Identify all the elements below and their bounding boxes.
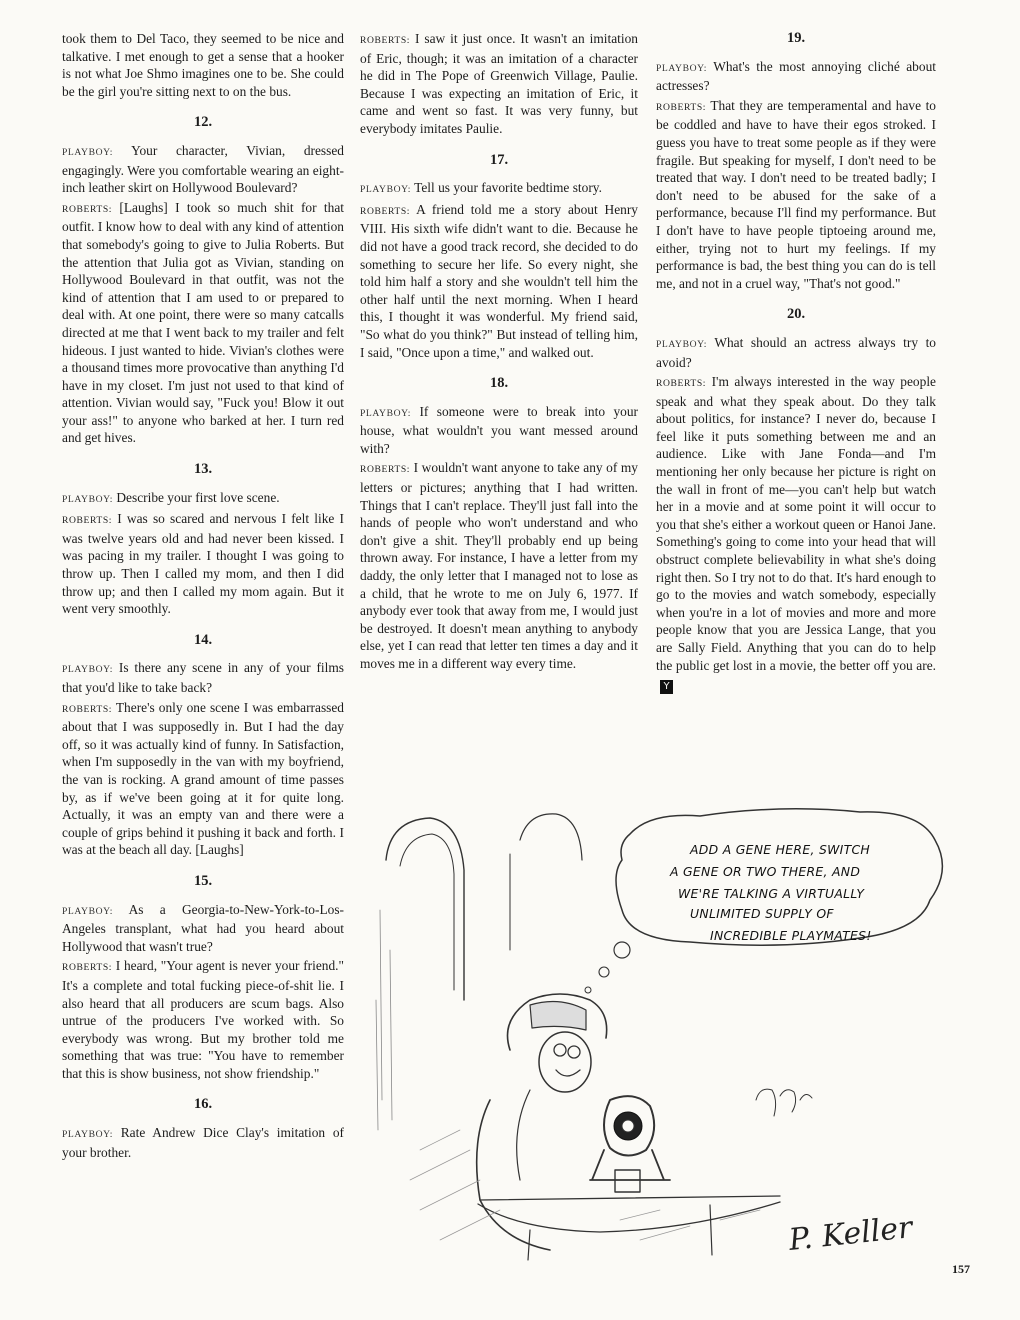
question-text: Tell us your favorite bedtime story. — [414, 180, 602, 196]
text-column-1 — [62, 30, 344, 1163]
question-text: If someone were to break into your house, what wouldn't you want messed around with? — [360, 403, 638, 456]
answer-text: I saw it just once. It wasn't an imitation of Eric, though; it was an imitation of a character he did in The Pope of Greenwich Village, Paulie. Because I was expecting an imitation of Eric, it came and went so fast. It was very funny, but everybody imitates Paulie. — [360, 31, 638, 136]
answer-text: I'm always interested in the way people speak and what they speak about. Do they talk about politics, for instance? I never do, because I feel like it puts something between me and an audience. Like with Jane Fonda—and I'm mentioning her only because her picture is right on the wall in front of me—you can't help but watch her in a movie and at some point it will occur to you that she's either a workout queen or Hanoi Jane. Something's going to come into your head that will obstruct complete believability in what she's doing right then. So I try not to do that. It's hard enough to go to the movies and watch somebody, especially when you're in a lot of movies and more and more people know that you are Jessica Lange, that you are Sally Field. Anything that you can do to help the public get lost in a movie, the better off you are. — [656, 374, 936, 673]
speaker-label: ROBERTS: — [62, 962, 113, 974]
speaker-label: ROBERTS: — [360, 35, 411, 46]
question-number: 15. — [193, 872, 213, 889]
paragraph: took them to Del Taco, they seemed to be nice and talkative. I met enough to get a sense that a hooker is not what Joe Shmo imagines one to be. She could be the girl you're sitting next to on the bus. — [62, 31, 344, 99]
page-number: 157 — [952, 1262, 970, 1276]
question-text: Describe your first love scene. — [116, 489, 280, 505]
question-number: 19. — [786, 30, 806, 46]
question-text: As a Georgia-to-New-York-to-Los-Angeles transplant, what had you heard about Hollywood that wasn't true? — [62, 901, 345, 954]
speaker-label: PLAYBOY: — [62, 1129, 114, 1141]
speaker-label: PLAYBOY: — [62, 146, 114, 158]
answer-text: There's only one scene I was embarrassed about that I was supposedly in. But I had the day off, so it was actually kind of funny. In Satisfaction, when I'm supposedly in the van with my boyfriend, the van is rocking. A grand amount of time passes by, as if we've been going at it for quite long. Actually, it was an empty van and there were a couple of grips behind it pushing it back and forth. I was at the beach all day. [Laughs] — [62, 699, 344, 858]
question-text: Is there any scene in any of your films that you'd like to take back? — [62, 660, 344, 695]
cartoon-caption-line: INCREDIBLE PLAYMATES! — [710, 928, 872, 943]
answer-text: [Laughs] I took so much shit for that outfit. I know how to deal with any kind of attention that somebody's going to give to Julia Roberts. But the attention that Julia got as Vivian, standing on Hollywood Boulevard in that outfit, was not the kind of attention that I am used to or prepared to deal with. At one point, there were so many catcalls directed at me that I went back to my trailer and felt hideous. I just wanted to hide. Vivian's clothes were a thousand times more provocative than anything I'd have in my closet. I'm just not used to that kind of attention. Vivian would say, "Fuck you! Blow it out your ass!" to anyone who barked at her. I turn red and get hives. — [62, 199, 344, 446]
question-number: 17. — [489, 151, 509, 168]
speaker-label: PLAYBOY: — [62, 664, 114, 676]
text-column-3 — [656, 30, 936, 696]
question-text: What's the most annoying cliché about actresses? — [656, 58, 936, 94]
answer-text: A friend told me a story about Henry VIII. His sixth wife didn't want to die. Because he did not have a good track record, she decided to do something to secure her life. So every night, she told him half a story and she wouldn't tell him the other half until the next morning. When I heard this, I thought it was wonderful. My friend said, "So what do you think?" But instead of telling him, I said, "Once upon a time," and walked out. — [360, 201, 639, 360]
question-text: Your character, Vivian, dressed engagingly. Were you comfortable wearing an eight-inch leather skirt on Hollywood Boulevard? — [62, 142, 344, 196]
speaker-label: ROBERTS: — [656, 378, 707, 390]
question-number: 14. — [193, 631, 213, 648]
speaker-label: ROBERTS: — [62, 703, 113, 715]
speaker-label: ROBERTS: — [62, 515, 113, 527]
answer-text: I wouldn't want anyone to take any of my letters or pictures; anything that I had written. Things that I can't replace. They'll just fall into the hands of people who won't understand and who don't give a shit. They'll probably end up being thrown away. For instance, I have a letter from my daddy, the only letter that I managed not to lose as a child, that he wrote to me on July 6, 1977. If anybody ever took that away from me, I would just be destroyed. It doesn't mean anything to anybody else, yet I can read that letter ten times a day and it moves me in a different way every time. — [360, 460, 638, 671]
answer-text: I was so scared and nervous I felt like I was twelve years old and had never been kissed. I was pacing in my trailer. I thought I was going to throw up. Then I called my mom, and then I did throw up; and then I called my mom again. But it went very smoothly. — [62, 511, 344, 617]
speaker-label: PLAYBOY: — [62, 493, 114, 505]
cartoon-caption-line: WE'RE TALKING A VIRTUALLY — [678, 886, 865, 901]
question-text: What should an actress always try to avoid? — [656, 334, 936, 370]
speaker-label: PLAYBOY: — [656, 338, 708, 350]
speaker-label: ROBERTS: — [62, 203, 113, 215]
question-number: 18. — [489, 375, 509, 392]
speaker-label: PLAYBOY: — [360, 407, 412, 419]
speaker-label: ROBERTS: — [656, 101, 707, 113]
answer-text: That they are temperamental and have to be coddled and have to have their egos stroked. I guess you have to treat some people as if they were fragile. But speaking for myself, I don't need to be treated that way. I don't need to be treated badly; I don't need to be abused for the sake of a performance, because I'll find my performance. But I don't have to have people tiptoeing around me, either, trying not to hurt my feelings. If my performance is bad, the best thing you can do is tell me, and not in a cruel way, "That's not good." — [656, 97, 936, 291]
cartoon-illustration — [360, 800, 960, 1270]
speaker-label: PLAYBOY: — [62, 905, 114, 917]
question-text: Rate Andrew Dice Clay's imitation of your brother. — [62, 1125, 344, 1160]
speaker-label: ROBERTS: — [360, 205, 411, 217]
artist-signature: P. Keller — [787, 1210, 914, 1258]
cartoon-caption-line: ADD A GENE HERE, SWITCH — [690, 842, 871, 857]
end-mark-icon: Y — [660, 680, 673, 694]
speaker-label: PLAYBOY: — [360, 184, 412, 196]
text-column-2 — [360, 30, 638, 675]
answer-text: I heard, "Your agent is never your friend." It's a complete and total fucking piece-of-shit lie. I also heard that all producers are scum bags. Also untrue of the producers I've worked with. So everybody was wrong. But my brother told me something that was true: "You have to remember that this is show business, not show friendship." — [62, 958, 344, 1081]
cartoon-caption-line: A GENE OR TWO THERE, AND — [670, 864, 861, 879]
question-number: 13. — [193, 461, 213, 478]
question-number: 20. — [786, 306, 806, 323]
question-number: 16. — [193, 1096, 213, 1113]
question-number: 12. — [193, 114, 213, 131]
speaker-label: PLAYBOY: — [656, 62, 708, 74]
cartoon-caption-line: UNLIMITED SUPPLY OF — [690, 906, 834, 921]
speaker-label: ROBERTS: — [360, 464, 411, 476]
